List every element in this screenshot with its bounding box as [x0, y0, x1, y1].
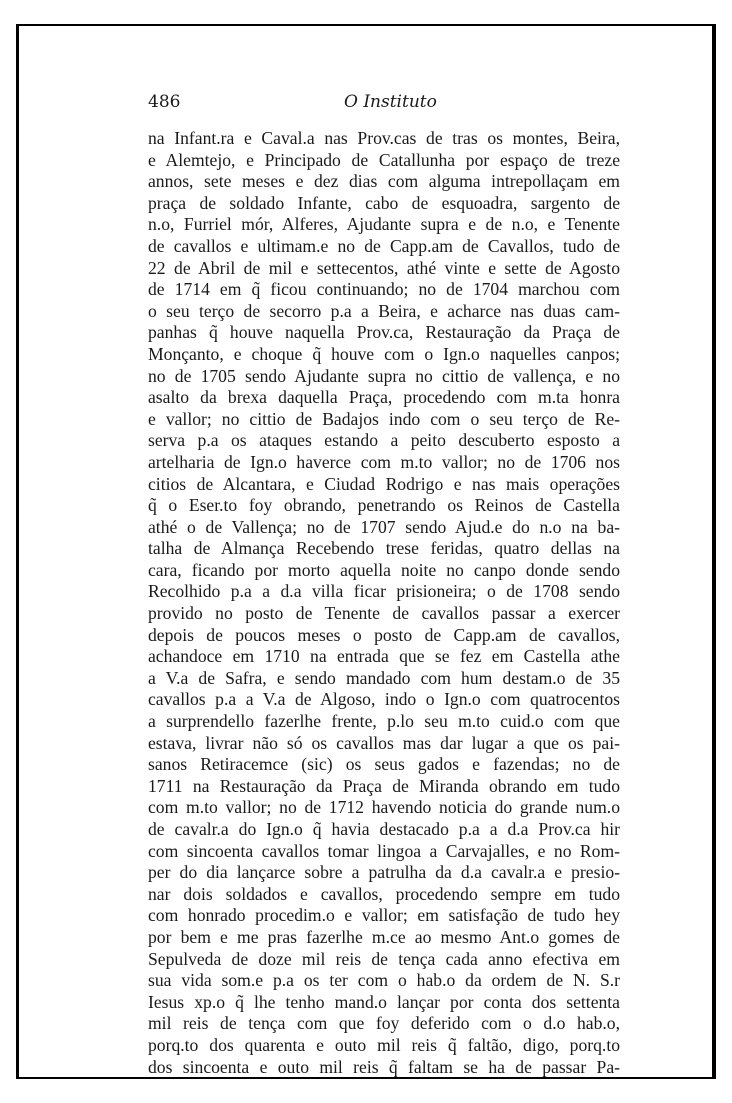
text-line: cara, ficando por morto aquella noite no canpo donde sendo [148, 559, 620, 580]
text-line: porq.to dos quarenta e outo mil reis q̃ faltão, digo, porq.to [148, 1034, 620, 1055]
text-line: mil reis de tença com que foy deferido com o d.o hab.o, [148, 1013, 620, 1034]
text-line: per do dia lançarce sobre a patrulha da d.a cavalr.a e presio- [148, 862, 620, 883]
text-line: de 1714 em q̃ ficou continuando; no de 1704 marchou com [148, 279, 620, 300]
text-line: athé o de Vallença; no de 1707 sendo Ajud.e do n.o na ba- [148, 516, 620, 537]
journal-title: O Instituto [344, 92, 437, 112]
text-line: 1711 na Restauração da Praça de Miranda obrando em tudo [148, 775, 620, 796]
text-line: panhas q̃ houve naquella Prov.ca, Restauração da Praça de [148, 322, 620, 343]
page-number: 486 [148, 92, 181, 112]
text-line: 22 de Abril de mil e settecentos, athé vinte e sette de Agosto [148, 257, 620, 278]
body-text [148, 128, 620, 1078]
text-line: cavallos p.a a V.a de Algoso, indo o Ign.o com quatrocentos [148, 689, 620, 710]
text-line: achandoce em 1710 na entrada que se fez em Castella athe [148, 646, 620, 667]
text-line: n.o, Furriel mór, Alferes, Ajudante supra e de n.o, e Tenente [148, 214, 620, 235]
text-line: sanos Retiracemce (sic) os seus gados e fazendas; no de [148, 754, 620, 775]
text-line: com m.to vallor; no de 1712 havendo noticia do grande num.o [148, 797, 620, 818]
text-line: sua vida som.e p.a os ter com o hab.o da ordem de N. S.r [148, 970, 620, 991]
text-line: e vallor; no cittio de Badajos indo com o seu terço de Re- [148, 408, 620, 429]
text-line: com honrado procedim.o e vallor; em satisfação de tudo hey [148, 905, 620, 926]
text-line: dos sincoenta e outo mil reis q̃ faltam se ha de passar Pa- [148, 1056, 620, 1077]
text-line: o seu terço de secorro p.a a Beira, e acharce nas duas cam- [148, 300, 620, 321]
text-line: nar dois soldados e cavallos, procedendo sempre em tudo [148, 883, 620, 904]
text-line: Monçanto, e choque q̃ houve com o Ign.o naquelles canpos; [148, 343, 620, 364]
text-line: annos, sete meses e dez dias com alguma intrepollaçam em [148, 171, 620, 192]
text-line: Recolhido p.a a d.a villa ficar prisioneira; o de 1708 sendo [148, 581, 620, 602]
text-line: asalto da brexa daquella Praça, procedendo com m.ta honra [148, 387, 620, 408]
text-line: por bem e me pras fazerlhe m.ce ao mesmo Ant.o gomes de [148, 926, 620, 947]
text-line: serva p.a os ataques estando a peito descuberto esposto a [148, 430, 620, 451]
text-line: Sepulveda de doze mil reis de tença cada anno efectiva em [148, 948, 620, 969]
text-line: e Alemtejo, e Principado de Catallunha por espaço de treze [148, 149, 620, 170]
text-line: depois de poucos meses o posto de Capp.am de cavallos, [148, 624, 620, 645]
text-line: estava, livrar não só os cavallos mas dar lugar a que os pai- [148, 732, 620, 753]
text-line: Iesus xp.o q̃ lhe tenho mand.o lançar por conta dos settenta [148, 991, 620, 1012]
text-line: artelharia de Ign.o haverce com m.to vallor; no de 1706 nos [148, 451, 620, 472]
text-line: citios de Alcantara, e Ciudad Rodrigo e nas mais operações [148, 473, 620, 494]
text-line: a V.a de Safra, e sendo mandado com hum destam.o de 35 [148, 667, 620, 688]
text-line: de cavalr.a do Ign.o q̃ havia destacado p.a a d.a Prov.ca hir [148, 819, 620, 839]
text-line: a surprendello fazerlhe frente, p.lo seu m.to cuid.o com que [148, 711, 620, 732]
text-line: q̃ o Eser.to foy obrando, penetrando os Reinos de Castella [148, 495, 620, 516]
running-header [148, 92, 618, 118]
text-line: talha de Almança Recebendo trese feridas, quatro dellas na [148, 538, 620, 559]
text-line: de cavallos e ultimam.e no de Capp.am de Cavallos, tudo de [148, 235, 620, 256]
text-line: na Infant.ra e Caval.a nas Prov.cas de tras os montes, Beira, [148, 128, 620, 148]
text-line: com sincoenta cavallos tomar lingoa a Carvajalles, e no Rom- [148, 840, 620, 861]
text-line: no de 1705 sendo Ajudante supra no cittio de vallença, e no [148, 365, 620, 386]
text-line: provido no posto de Tenente de cavallos passar a exercer [148, 603, 620, 624]
text-line: praça de soldado Infante, cabo de esquoadra, sargento de [148, 192, 620, 213]
